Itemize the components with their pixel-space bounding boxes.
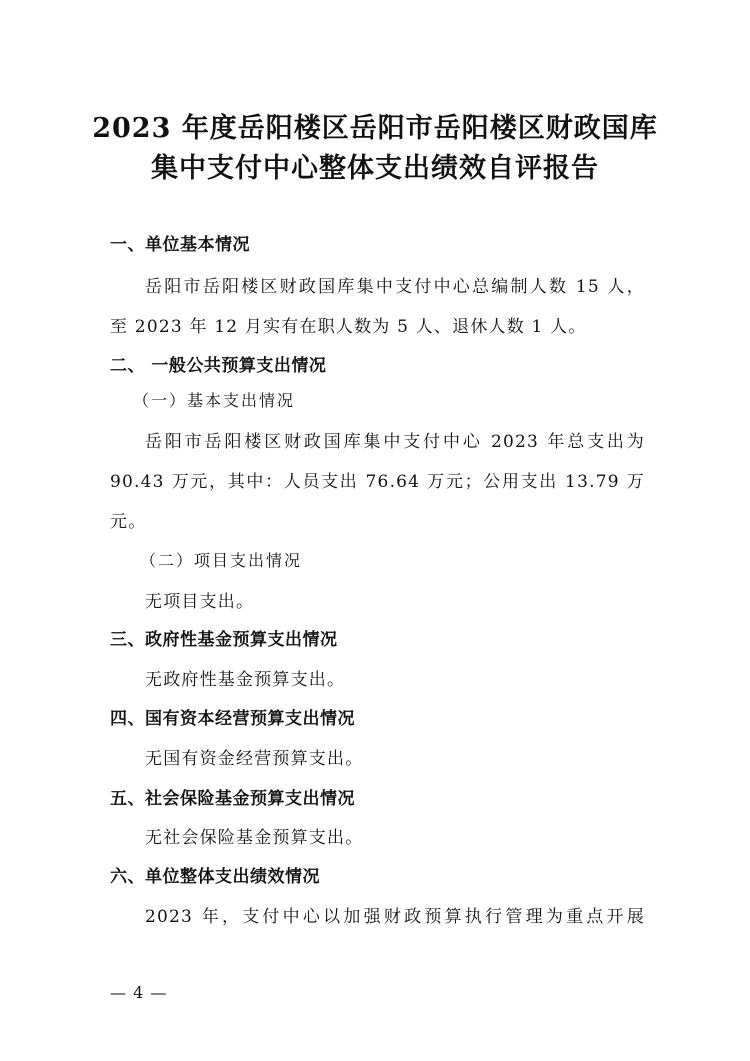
section-3-paragraph: 无政府性基金预算支出。	[145, 670, 346, 690]
section-1-paragraph-line-2: 至 2023 年 12 月实有在职人数为 5 人、退休人数 1 人。	[110, 317, 587, 337]
section-2-sub-1-paragraph-line-3: 元。	[110, 512, 147, 532]
section-2-heading: 二、 一般公共预算支出情况	[110, 356, 327, 376]
section-2-sub-1-heading: （一）基本支出情况	[133, 391, 296, 410]
section-2-sub-2-heading: （二）项目支出情况	[140, 551, 303, 570]
section-6-heading: 六、单位整体支出绩效情况	[110, 867, 320, 887]
section-2-sub-1-paragraph-line-1: 岳阳市岳阳楼区财政国库集中支付中心 2023 年总支出为	[145, 432, 645, 452]
section-5-heading: 五、社会保险基金预算支出情况	[110, 789, 355, 809]
report-title-line-1: 2023 年度岳阳楼区岳阳市岳阳楼区财政国库	[92, 113, 658, 144]
section-1-heading: 一、单位基本情况	[110, 235, 250, 255]
page-number: — 4 —	[110, 983, 168, 1002]
report-title-line-2: 集中支付中心整体支出绩效自评报告	[151, 153, 599, 184]
section-2-sub-2-paragraph: 无项目支出。	[145, 592, 255, 612]
section-6-paragraph-line-1: 2023 年，支付中心以加强财政预算执行管理为重点开展	[145, 907, 645, 927]
section-4-paragraph: 无国有资金经营预算支出。	[145, 749, 364, 769]
section-2-sub-1-paragraph-line-2: 90.43 万元，其中：人员支出 76.64 万元；公用支出 13.79 万	[110, 472, 645, 492]
section-4-heading: 四、国有资本经营预算支出情况	[110, 709, 355, 729]
section-5-paragraph: 无社会保险基金预算支出。	[145, 828, 364, 848]
section-1-paragraph-line-1: 岳阳市岳阳楼区财政国库集中支付中心总编制人数 15 人，	[145, 277, 645, 297]
section-3-heading: 三、政府性基金预算支出情况	[110, 630, 338, 650]
